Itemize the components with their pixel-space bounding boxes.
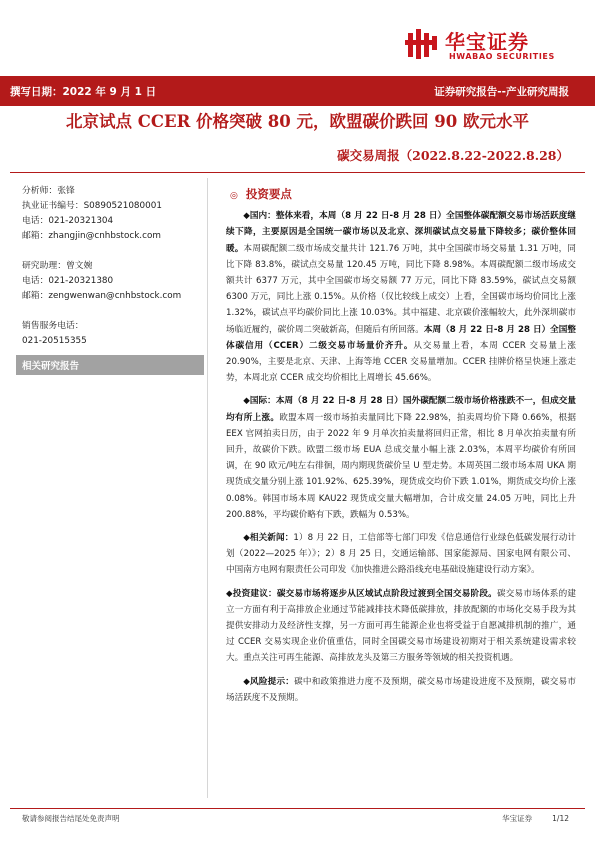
domestic-paragraph bbox=[226, 208, 576, 386]
company-logo bbox=[405, 27, 577, 67]
bullet-icon: ◎ bbox=[230, 191, 238, 201]
sales-phone: 021-20515355 bbox=[22, 336, 87, 346]
section-heading-text: 投资要点 bbox=[245, 187, 292, 201]
footer-company: 华宝证券 bbox=[502, 814, 533, 823]
analyst-phone: 电话：021-20321304 bbox=[22, 216, 114, 226]
advice-paragraph bbox=[226, 586, 576, 667]
related-reports-label: 相关研究报告 bbox=[22, 361, 80, 372]
footer-divider bbox=[10, 808, 585, 809]
international-lead: ◆国际：本周（8 月 22 日-8 月 28 日）国外碳配额二级市场价格涨跌不一，但成交量均有所上涨。 bbox=[226, 396, 576, 423]
hwabao-logo-icon bbox=[405, 27, 439, 61]
risk-lead: ◆风险提示： bbox=[243, 676, 295, 687]
report-subtitle: 碳交易周报（2022.8.22-2022.8.28） bbox=[337, 148, 569, 163]
analyst-sidebar bbox=[22, 184, 200, 375]
domestic-text: 本周碳配额二级市场成交量共计 121.76 万吨，其中全国碳市场交易量 1.31 万吨，同比下降 83.8%，碳试点交易量 120.45 万吨，同比下降 8.98%。本周碳配额二级市场成交额共计 6377 万元，其中全国碳市场交易额 77 万元，同比下降 83.59%，碳试点交易额 6300 万元，同比上涨 0.15%。从价格（仅比较线上成交）上看，全国碳市场均价同比上涨 1.32%，碳试点平均碳价同比上涨 10.03%。其中福建、北京碳价涨幅较大，此外深圳碳市场临近履约，碳价周二突破新高，但随后有所回落。 bbox=[226, 243, 576, 335]
news-lead: ◆相关新闻： bbox=[243, 533, 294, 544]
analyst-email[interactable]: 邮箱：zhangjin@cnhbstock.com bbox=[22, 231, 161, 241]
logo-chinese-text: 华宝证券 bbox=[445, 30, 529, 54]
report-date: 撰写日期：2022 年 9 月 1 日 bbox=[10, 86, 157, 98]
header-bar bbox=[0, 76, 595, 106]
risk-text: 碳中和政策推进力度不及预期，碳交易市场建设进度不及预期，碳交易市场活跃度不及预期。 bbox=[226, 676, 576, 703]
assistant-phone: 电话：021-20321380 bbox=[22, 276, 114, 286]
analyst-name: 分析师：张锋 bbox=[22, 186, 75, 196]
footer-disclaimer: 敬请参阅报告结尾处免责声明 bbox=[22, 814, 120, 823]
advice-lead: ◆投资建议：碳交易市场将逐步从区域试点阶段过渡到全国交易阶段。 bbox=[226, 588, 497, 599]
domestic-lead: ◆国内：整体来看，本周（8 月 22 日-8 月 28 日）全国整体碳配额交易市场活跃度继续下降，主要原因是全国统一碳市场以及北京、深圳碳试点交易量下降较多；碳价整体回暖。 bbox=[226, 211, 576, 254]
page-number: 1/12 bbox=[552, 814, 569, 823]
report-title: 北京试点 CCER 价格突破 80 元，欧盟碳价跌回 90 欧元水平 bbox=[66, 112, 529, 131]
sales-label: 销售服务电话： bbox=[22, 321, 84, 331]
logo-english-text: HWABAO SECURITIES bbox=[449, 52, 555, 61]
report-type: 证券研究报告--产业研究周报 bbox=[434, 86, 569, 98]
advice-text: 碳交易市场体系的建立一方面有利于高排放企业通过节能减排技术降低碳排放，排放配额的市场化交易手段为其提供安排动力及经济性支撑，另一方面可再生能源企业也将受益于自愿减排机制的推广，通过 CCER 交易实现企业价值重估，同时全国碳交易市场建设初期对于相关系统建设需求较大。重点关注可再生能源、高排放龙头及第三方服务等领域的相关投资机遇。 bbox=[226, 588, 576, 664]
risk-paragraph bbox=[226, 674, 576, 706]
section-heading bbox=[230, 186, 576, 204]
related-reports-header bbox=[16, 355, 204, 375]
license-number: 执业证书编号：S0890521080001 bbox=[22, 201, 162, 211]
news-text: 1）8 月 22 日，工信部等七部门印发《信息通信行业绿色低碳发展行动计划（2022—2025 年）》；2）8 月 25 日，交通运输部、国家能源局、国家电网有限公司、中国南方电网有限责任公司印发《加快推进公路沿线充电基础设施建设行动方案》。 bbox=[226, 533, 576, 576]
ccer-text: 从交易量上看，本周 CCER 交易量上涨 20.90%，主要是北京、天津、上海等地 CCER 交易量增加。CCER 挂牌价格呈快速上涨走势，本周北京 CCER 成交均价相比上周增长 45.66%。 bbox=[226, 340, 576, 384]
news-paragraph bbox=[226, 530, 576, 579]
footer-right bbox=[482, 813, 569, 824]
international-text: 欧盟本周一级市场拍卖量同比下降 22.98%，拍卖周均价下降 0.66%，根据 EEX 官网拍卖日历，由于 2022 年 9 月单次拍卖量将回归正常，相比 8 月单次拍卖量有所回升，故碳价下跌。欧盟二级市场 EUA 总成交量小幅上涨 2.03%，本周平均碳价有所回调，在 90 欧元/吨左右徘徊，周内期现货碳价呈 U 型走势。本周英国二级市场本周 UKA 期现货成交量分别上涨 101.92%、625.39%，现货成交均价下跌 1.01%，期货成交均价上涨 0.08%。韩国市场本周 KAU22 现货成交量大幅增加，合计成交量 24.05 万吨，同比上升 200.88%，平均碳价略有下跌，跌幅为 0.53%。 bbox=[226, 412, 576, 520]
title-divider bbox=[10, 172, 585, 173]
international-paragraph bbox=[226, 393, 576, 523]
assistant-email[interactable]: 邮箱：zengwenwan@cnhbstock.com bbox=[22, 291, 182, 301]
ccer-lead: 本周（8 月 22 日-8 月 28 日）全国整体碳信用（CCER）二级交易市场量价齐升。 bbox=[226, 324, 576, 351]
assistant-name: 研究助理：曾文婉 bbox=[22, 261, 93, 271]
investment-summary bbox=[226, 186, 576, 713]
column-divider bbox=[207, 178, 208, 798]
